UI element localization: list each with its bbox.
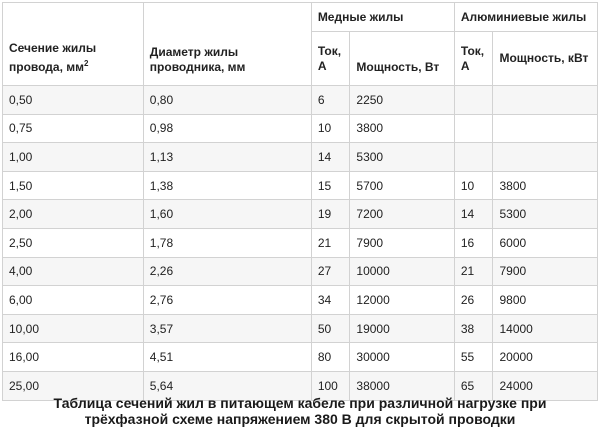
cell-diameter: 1,38 [143, 171, 311, 200]
header-copper-group: Медные жилы [311, 3, 454, 32]
cell-section: 1,00 [3, 143, 144, 172]
cell-al-power: 9800 [493, 286, 598, 315]
header-al-power: Мощность, кВт [493, 32, 598, 86]
cell-section: 0,50 [3, 86, 144, 115]
table-caption [0, 395, 600, 427]
cell-al-power: 20000 [493, 343, 598, 372]
cell-section: 4,00 [3, 257, 144, 286]
cell-al-power: 24000 [493, 371, 598, 400]
cell-cu-current: 34 [311, 286, 350, 315]
cell-al-power [493, 143, 598, 172]
header-cu-current: Ток, А [311, 32, 350, 86]
cell-al-current: 14 [454, 200, 493, 229]
cell-al-current: 38 [454, 314, 493, 343]
cell-section: 2,50 [3, 228, 144, 257]
cell-cu-current: 19 [311, 200, 350, 229]
cell-al-power: 6000 [493, 228, 598, 257]
cell-al-current: 10 [454, 171, 493, 200]
cell-al-power: 7900 [493, 257, 598, 286]
cell-cu-current: 80 [311, 343, 350, 372]
cell-cu-current: 50 [311, 314, 350, 343]
cable-section-table [2, 2, 598, 401]
cell-al-current: 21 [454, 257, 493, 286]
table-row [3, 200, 598, 229]
cell-cu-current: 6 [311, 86, 350, 115]
cell-section: 10,00 [3, 314, 144, 343]
table-row [3, 228, 598, 257]
cell-al-current [454, 143, 493, 172]
cell-diameter: 1,13 [143, 143, 311, 172]
cell-cu-current: 21 [311, 228, 350, 257]
cell-al-current [454, 114, 493, 143]
cell-cu-power: 7200 [350, 200, 454, 229]
header-section: Сечение жилы провода, $мм^2$ [3, 3, 144, 86]
cell-cu-current: 27 [311, 257, 350, 286]
cell-diameter: 0,98 [143, 114, 311, 143]
cell-cu-power: 7900 [350, 228, 454, 257]
cell-cu-power: 2250 [350, 86, 454, 115]
header-diameter: Диаметр жилы проводника, мм [143, 3, 311, 86]
cell-section: 0,75 [3, 114, 144, 143]
cell-cu-current: 14 [311, 143, 350, 172]
cell-cu-power: 30000 [350, 343, 454, 372]
cell-cu-power: 5300 [350, 143, 454, 172]
cell-diameter: 3,57 [143, 314, 311, 343]
cell-diameter: 2,26 [143, 257, 311, 286]
cell-diameter: 2,76 [143, 286, 311, 315]
cell-diameter: 5,64 [143, 371, 311, 400]
cell-cu-current: 10 [311, 114, 350, 143]
caption-line-1: Таблица сечений жил в питающем кабеле при различной нагрузке при [53, 395, 547, 411]
cell-al-current: 65 [454, 371, 493, 400]
cell-cu-power: 3800 [350, 114, 454, 143]
header-cu-power: Мощность, Вт [350, 32, 454, 86]
table-row [3, 257, 598, 286]
cell-al-power: 3800 [493, 171, 598, 200]
caption-line-2: трёхфазной схеме напряжением 380 В для скрытой проводки [84, 411, 516, 427]
cell-diameter: 0,80 [143, 86, 311, 115]
cell-al-power [493, 86, 598, 115]
cell-section: 16,00 [3, 343, 144, 372]
table-row [3, 114, 598, 143]
cell-al-power [493, 114, 598, 143]
cell-cu-current: 100 [311, 371, 350, 400]
cell-diameter: 1,78 [143, 228, 311, 257]
table-row [3, 286, 598, 315]
cell-section: 25,00 [3, 371, 144, 400]
cell-al-current [454, 86, 493, 115]
cell-section: 2,00 [3, 200, 144, 229]
cell-al-current: 16 [454, 228, 493, 257]
header-aluminum-group: Алюминиевые жилы [454, 3, 597, 32]
cell-cu-power: 5700 [350, 171, 454, 200]
table-row [3, 314, 598, 343]
cell-al-current: 55 [454, 343, 493, 372]
cell-diameter: 4,51 [143, 343, 311, 372]
table-body [3, 86, 598, 401]
header-al-current: Ток, А [454, 32, 493, 86]
table-row [3, 171, 598, 200]
cell-al-current: 26 [454, 286, 493, 315]
cell-al-power: 5300 [493, 200, 598, 229]
table-row [3, 143, 598, 172]
cell-al-power: 14000 [493, 314, 598, 343]
table-row [3, 86, 598, 115]
cell-section: 1,50 [3, 171, 144, 200]
cell-cu-power: 10000 [350, 257, 454, 286]
cell-cu-power: 19000 [350, 314, 454, 343]
cell-diameter: 1,60 [143, 200, 311, 229]
cell-cu-current: 15 [311, 171, 350, 200]
cell-cu-power: 12000 [350, 286, 454, 315]
table-row [3, 343, 598, 372]
cell-cu-power: 38000 [350, 371, 454, 400]
cell-section: 6,00 [3, 286, 144, 315]
